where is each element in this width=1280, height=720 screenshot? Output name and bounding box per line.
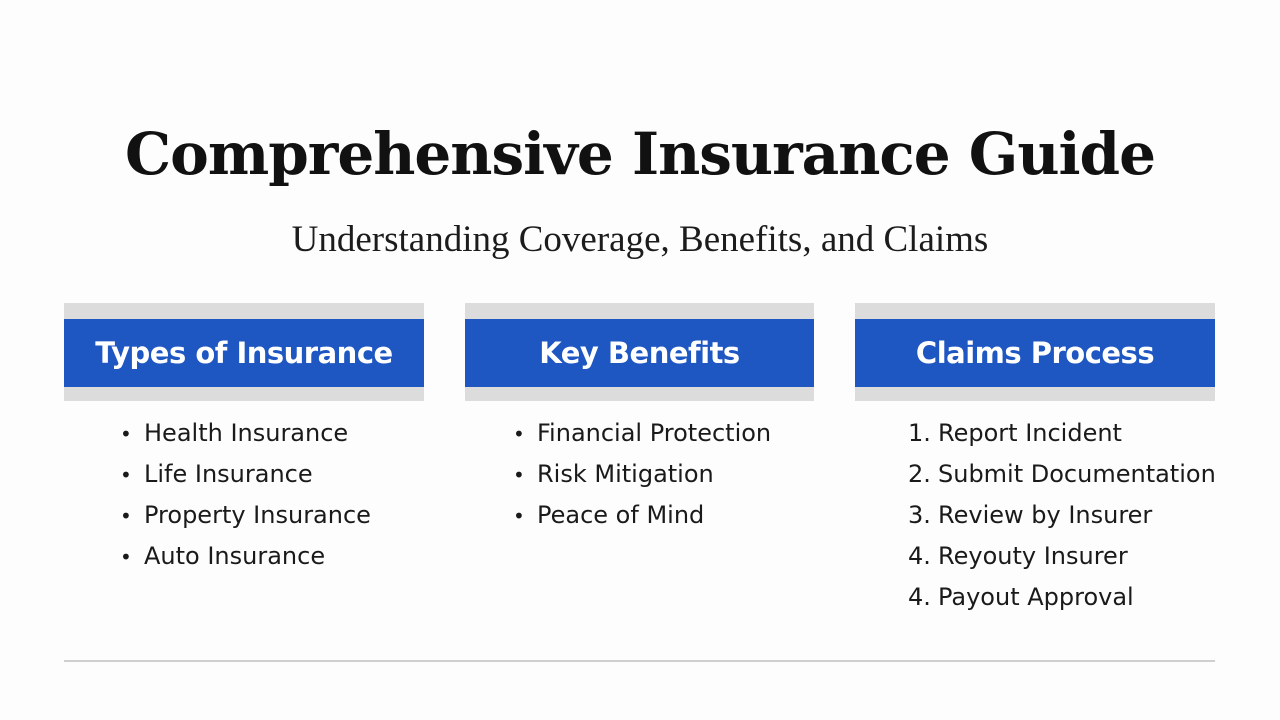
list-item-text: Financial Protection: [537, 419, 772, 447]
bullet-marker: •: [513, 504, 525, 528]
step-number: 3.: [908, 501, 931, 529]
list-item: [908, 577, 1215, 618]
claims-steps-list: [855, 413, 1215, 618]
step-number: 4.: [908, 583, 931, 611]
step-number: 2.: [908, 460, 931, 488]
list-item: [513, 413, 814, 454]
column-header-frame: [855, 303, 1215, 401]
column-header-bar: [64, 319, 424, 387]
list-item-text: Property Insurance: [144, 501, 371, 529]
bullet-marker: •: [513, 422, 525, 446]
list-item-text: Health Insurance: [144, 419, 349, 447]
list-item: [120, 536, 424, 577]
bullet-marker: •: [513, 463, 525, 487]
column-header-title: Key Benefits: [539, 336, 740, 370]
list-item: [908, 495, 1215, 536]
page-subtitle: Understanding Coverage, Benefits, and Claims: [291, 219, 989, 260]
list-item-text: Peace of Mind: [537, 501, 705, 529]
list-item-text: Risk Mitigation: [537, 460, 714, 488]
insurance-types-list: [64, 413, 424, 577]
list-item-text: Report Incident: [938, 419, 1122, 447]
column-header-title: Claims Process: [915, 336, 1155, 370]
claims-process-column: [855, 303, 1215, 618]
list-item: [120, 495, 424, 536]
column-header-bar: [855, 319, 1215, 387]
bullet-marker: •: [120, 422, 132, 446]
column-header-frame: [465, 303, 814, 401]
list-item: [908, 536, 1215, 577]
column-header-frame: [64, 303, 424, 401]
list-item: [120, 454, 424, 495]
list-item-text: Life Insurance: [144, 460, 313, 488]
types-of-insurance-column: [64, 303, 424, 577]
list-item-text: Submit Documentation: [938, 460, 1216, 488]
list-item: [908, 413, 1215, 454]
key-benefits-list: [465, 413, 814, 536]
column-header-bar: [465, 319, 814, 387]
bullet-marker: •: [120, 545, 132, 569]
bottom-divider: [64, 660, 1215, 662]
list-item-text: Payout Approval: [938, 583, 1134, 611]
bullet-marker: •: [120, 504, 132, 528]
page-title: Comprehensive Insurance Guide: [125, 120, 1155, 188]
list-item: [513, 454, 814, 495]
column-header-title: Types of Insurance: [95, 336, 393, 370]
bullet-marker: •: [120, 463, 132, 487]
key-benefits-column: [465, 303, 814, 536]
list-item: [908, 454, 1215, 495]
list-item-text: Auto Insurance: [144, 542, 326, 570]
list-item-text: Reyouty Insurer: [938, 542, 1128, 570]
step-number: 4.: [908, 542, 931, 570]
list-item: [120, 413, 424, 454]
step-number: 1.: [908, 419, 931, 447]
list-item-text: Review by Insurer: [938, 501, 1153, 529]
list-item: [513, 495, 814, 536]
